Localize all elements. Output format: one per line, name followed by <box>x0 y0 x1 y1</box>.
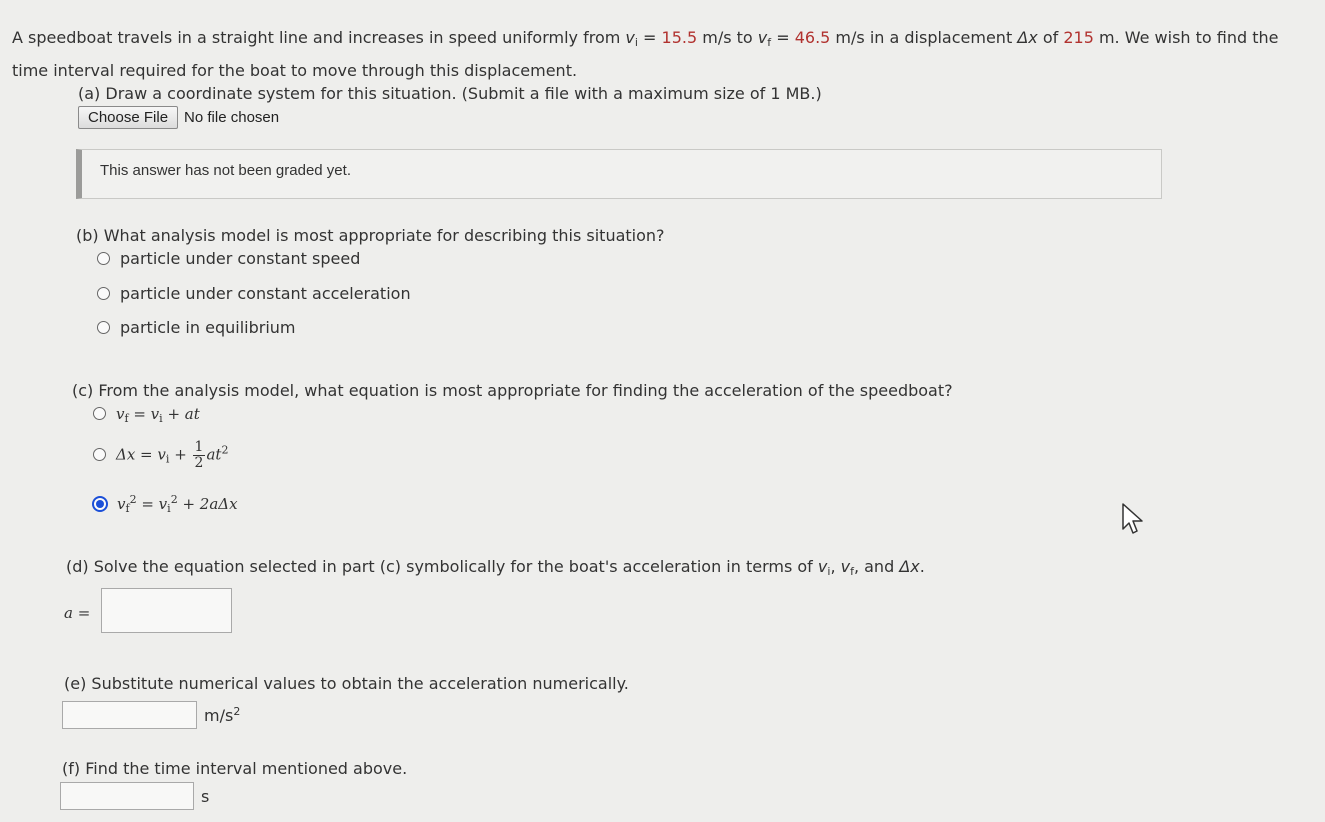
radio-button-selected[interactable] <box>92 496 108 512</box>
prompt-text: , <box>830 557 841 576</box>
option-label: particle under constant acceleration <box>120 284 411 303</box>
grading-status-box <box>76 149 1162 199</box>
part-b-option-1[interactable] <box>97 249 360 268</box>
vf-sub: f <box>767 36 772 49</box>
radio-button[interactable] <box>93 448 106 461</box>
vf-sub: f <box>850 565 854 578</box>
problem-statement <box>12 24 1279 85</box>
radio-button[interactable] <box>97 321 110 334</box>
part-f-prompt: (f) Find the time interval mentioned above. <box>62 759 408 778</box>
option-label: particle under constant speed <box>120 249 361 268</box>
eq-sub: f <box>125 502 130 515</box>
a-label: a = <box>64 604 91 622</box>
part-a-prompt: (a) Draw a coordinate system for this situation. (Submit a file with a maximum size of 1 MB.) <box>78 84 822 103</box>
eq-sup: 2 <box>221 443 229 457</box>
acceleration-numeric-input[interactable] <box>62 701 197 729</box>
part-c-prompt: (c) From the analysis model, what equation is most appropriate for finding the acceleration of the speedboat? <box>72 381 953 400</box>
of-text: of <box>1037 28 1064 47</box>
eq-sub: f <box>124 412 129 425</box>
part-e-prompt: (e) Substitute numerical values to obtain the acceleration numerically. <box>64 674 629 693</box>
dx-unit: m. We wish to find the <box>1093 28 1279 47</box>
time-interval-input[interactable] <box>60 782 194 810</box>
part-c-option-3[interactable] <box>93 493 238 515</box>
file-upload <box>78 106 279 129</box>
vi-sub: i <box>634 36 638 49</box>
vf-symbol: v <box>840 557 851 576</box>
radio-button[interactable] <box>93 407 106 420</box>
eq-symbol: v <box>117 495 126 513</box>
eq-sub: i <box>159 412 163 425</box>
vi-unit: m/s to <box>697 28 758 47</box>
prompt-text: . <box>919 557 925 576</box>
part-b-option-2[interactable] <box>97 284 411 303</box>
eq-text: = <box>136 495 159 513</box>
vf-value: 46.5 <box>794 28 831 47</box>
pointer-arrow-icon <box>1120 502 1146 540</box>
eq-text: at <box>206 445 222 464</box>
prompt-text: (d) Solve the equation selected in part (c) symbolically for the boat's acceleration in terms of <box>66 557 818 576</box>
vi-sub: i <box>827 565 831 578</box>
part-d-prompt <box>66 557 925 578</box>
eq-sub: i <box>165 452 170 466</box>
vf-symbol: v <box>757 28 768 47</box>
eq-text: + <box>169 445 192 464</box>
option-label: particle in equilibrium <box>120 318 296 337</box>
equals: = <box>771 28 795 47</box>
fraction <box>193 440 206 471</box>
eq-symbol: v <box>116 405 125 423</box>
unit-sup: 2 <box>233 705 241 718</box>
fraction-numerator: 1 <box>194 439 204 455</box>
eq-sup: 2 <box>170 493 178 506</box>
eq-sup: 2 <box>129 493 137 506</box>
time-unit: s <box>201 787 210 806</box>
dx-symbol: Δx <box>899 557 920 576</box>
file-status: No file chosen <box>184 109 280 126</box>
eq-sub: i <box>167 502 171 515</box>
vi-symbol: v <box>625 28 635 47</box>
eq-symbol: v <box>150 405 160 423</box>
choose-file-button[interactable]: Choose File <box>78 106 178 129</box>
part-b-prompt: (b) What analysis model is most appropriate for describing this situation? <box>76 226 665 245</box>
equals: = <box>637 28 662 47</box>
vi-symbol: v <box>817 557 828 576</box>
intro-text: A speedboat travels in a straight line and increases in speed uniformly from <box>12 28 626 47</box>
radio-button[interactable] <box>97 252 110 265</box>
eq-text: = <box>128 405 151 423</box>
part-c-option-2[interactable] <box>93 440 228 471</box>
eq-text: + 2aΔx <box>177 495 238 513</box>
part-b-option-3[interactable] <box>97 318 295 337</box>
grading-status-text: This answer has not been graded yet. <box>100 162 351 179</box>
intro-text-line2: time interval required for the boat to move through this displacement. <box>12 61 578 80</box>
eq-text: + at <box>162 405 200 423</box>
acceleration-unit <box>204 705 240 725</box>
eq-symbol: v <box>157 445 166 464</box>
dx-value: 215 <box>1063 28 1094 47</box>
vi-value: 15.5 <box>661 28 698 47</box>
unit-text: m/s <box>204 706 234 725</box>
prompt-text: , and <box>853 557 900 576</box>
fraction-denominator: 2 <box>194 455 204 471</box>
acceleration-symbolic-input[interactable] <box>101 588 232 633</box>
part-c-option-1[interactable] <box>93 405 200 425</box>
radio-button[interactable] <box>97 287 110 300</box>
eq-symbol: v <box>158 495 168 513</box>
eq-text: Δx = <box>116 445 158 464</box>
dx-symbol: Δx <box>1017 28 1038 47</box>
vf-unit: m/s in a displacement <box>830 28 1018 47</box>
